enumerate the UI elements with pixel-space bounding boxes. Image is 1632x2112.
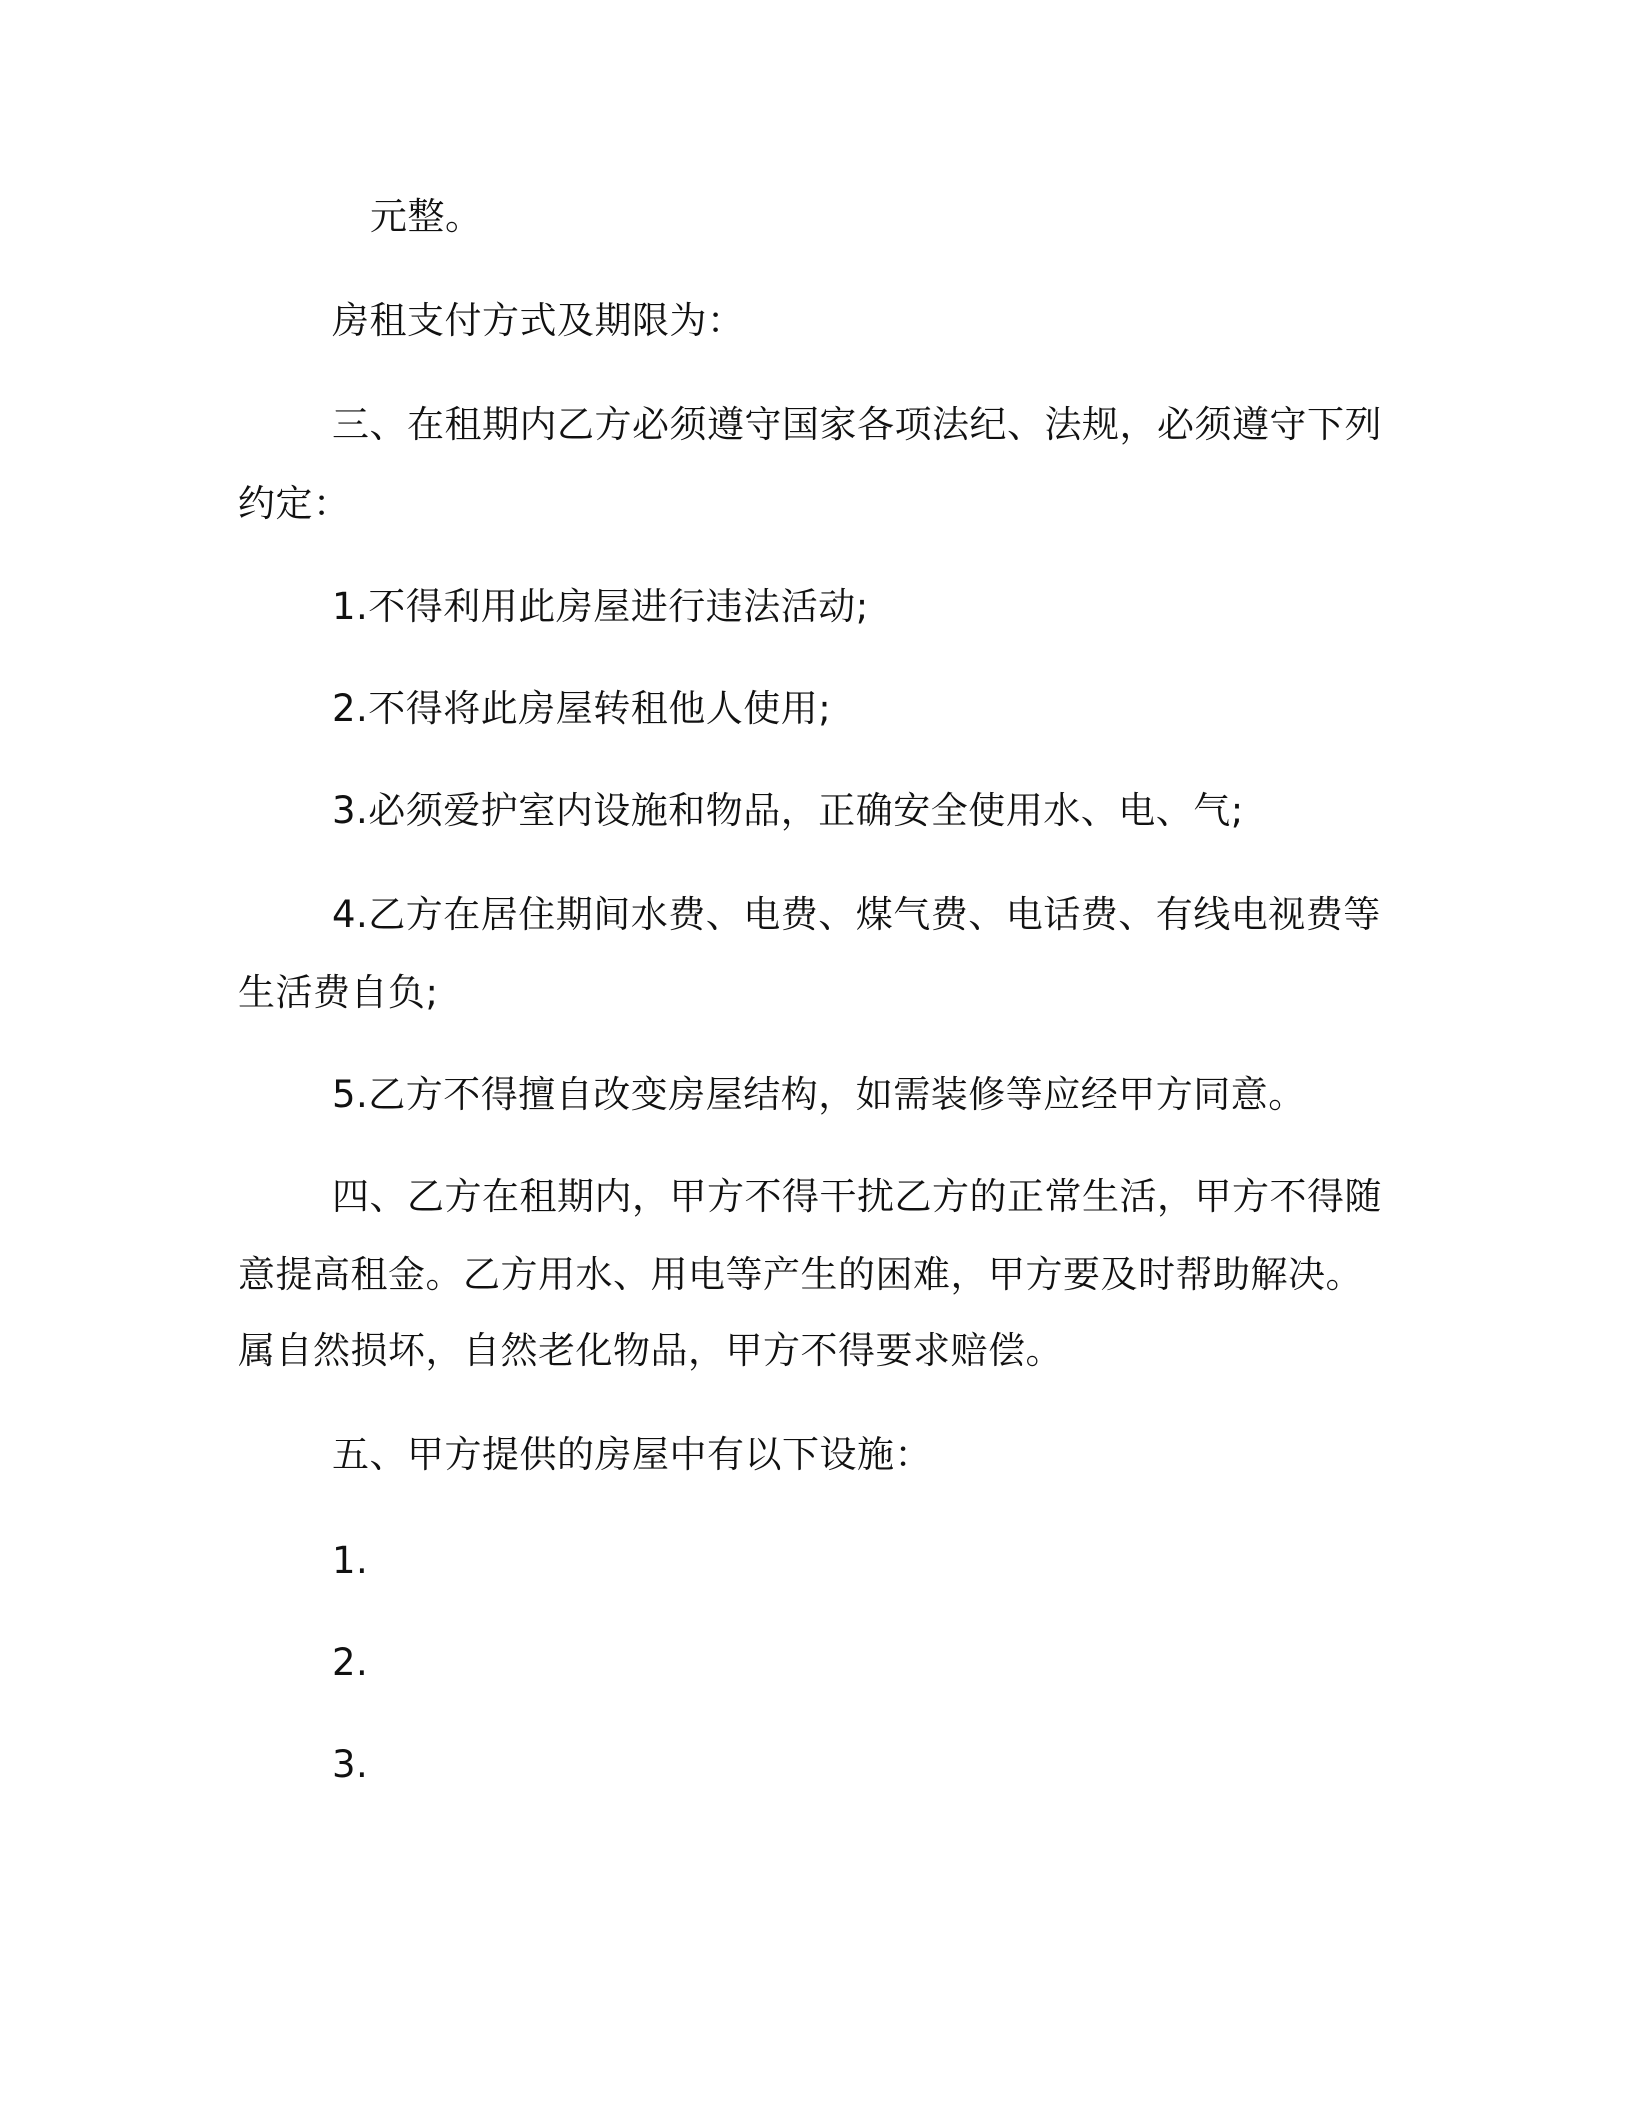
list-item: 1.不得利用此房屋进行违法活动; [332,585,869,628]
list-item: 4.乙方在居住期间水费、电费、煤气费、电话费、有线电视费等 [332,893,1381,936]
list-item: 3.必须爱护室内设施和物品，正确安全使用水、电、气; [332,789,1244,832]
list-item: 2. [332,1641,369,1684]
list-item: 3. [332,1743,369,1786]
list-item: 1. [332,1539,369,1582]
text-line: 元整。 [370,195,483,238]
text-line: 四、乙方在租期内，甲方不得干扰乙方的正常生活，甲方不得随 [332,1175,1382,1218]
text-line: 约定： [238,482,351,525]
text-line: 房租支付方式及期限为： [332,299,745,342]
text-line: 三、在租期内乙方必须遵守国家各项法纪、法规，必须遵守下列 [332,403,1382,446]
text-line: 五、甲方提供的房屋中有以下设施： [332,1433,932,1476]
list-item: 2.不得将此房屋转租他人使用; [332,687,832,730]
text-line: 生活费自负; [238,971,439,1014]
list-item: 5.乙方不得擅自改变房屋结构，如需装修等应经甲方同意。 [332,1073,1306,1116]
text-line: 意提高租金。乙方用水、用电等产生的困难，甲方要及时帮助解决。 [238,1253,1363,1296]
text-line: 属自然损坏，自然老化物品，甲方不得要求赔偿。 [238,1329,1063,1372]
